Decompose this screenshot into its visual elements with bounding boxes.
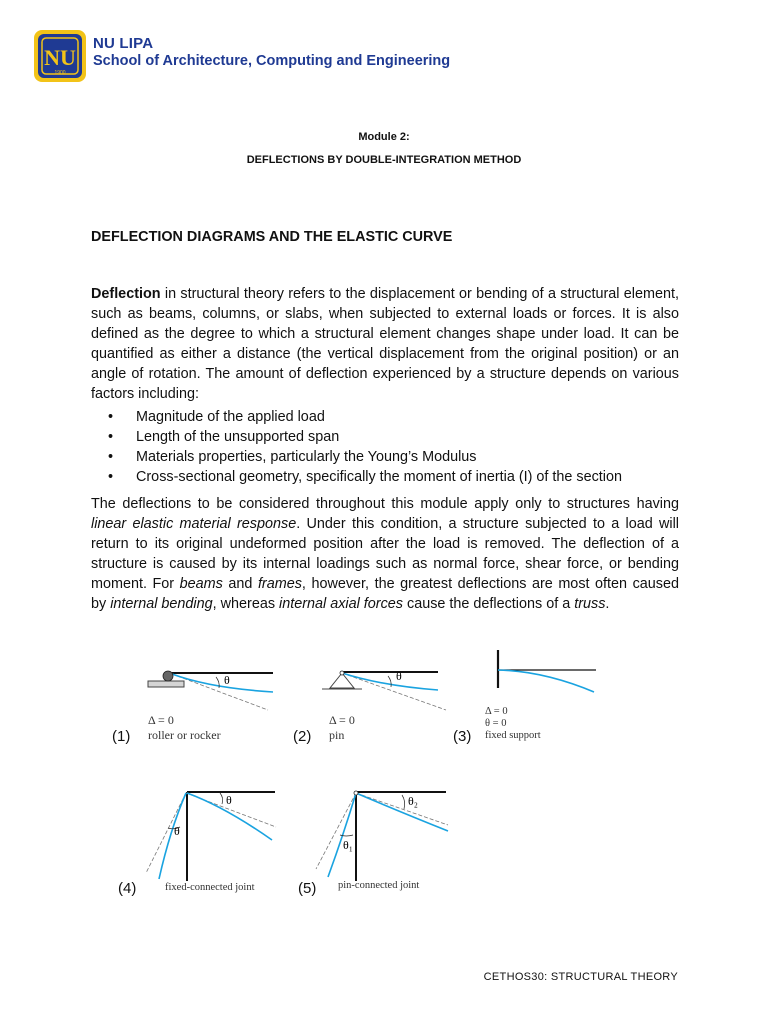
delta-zero-label: Δ = 0 bbox=[329, 713, 355, 727]
theta-label: θ bbox=[226, 793, 232, 807]
figure-fixed-connected-joint bbox=[140, 785, 280, 885]
school-name: School of Architecture, Computing and Engineering bbox=[93, 53, 451, 69]
theta-label: θ bbox=[224, 673, 230, 687]
emphasis-axial-forces: internal axial forces bbox=[279, 596, 403, 612]
figure-caption: pin bbox=[329, 728, 345, 742]
logo-letters: NU bbox=[44, 45, 76, 70]
institution-name: NU LIPA bbox=[93, 35, 154, 52]
deflection-factors-list bbox=[108, 407, 688, 487]
emphasis-linear-elastic: linear elastic material response bbox=[91, 516, 297, 532]
para2-text: . bbox=[605, 596, 610, 612]
para2-text: , whereas bbox=[212, 596, 280, 612]
school-logo bbox=[33, 29, 87, 83]
emphasis-beams: beams bbox=[179, 576, 223, 592]
list-item: • Magnitude of the applied load bbox=[108, 407, 688, 427]
section-heading: DEFLECTION DIAGRAMS AND THE ELASTIC CURVE bbox=[91, 229, 453, 245]
theta-zero-label: θ = 0 bbox=[485, 718, 507, 729]
footer-course-code: CETHOS30: STRUCTURAL THEORY bbox=[483, 971, 678, 983]
term-deflection: Deflection bbox=[91, 286, 161, 302]
figure-caption: fixed-connected joint bbox=[165, 882, 255, 893]
figure-pin-connected-joint bbox=[310, 785, 460, 885]
emphasis-internal-bending: internal bending bbox=[110, 596, 213, 612]
emphasis-frames: frames bbox=[257, 576, 302, 592]
figure-caption: pin-connected joint bbox=[338, 880, 420, 891]
delta-zero-label: Δ = 0 bbox=[148, 713, 174, 727]
figure-number: (3) bbox=[453, 728, 472, 745]
paragraph-linear-elastic bbox=[91, 494, 679, 614]
list-item: • Length of the unsupported span bbox=[108, 427, 688, 447]
list-item: • Materials properties, particularly the Young’s Modulus bbox=[108, 447, 688, 467]
emphasis-truss: truss bbox=[574, 596, 606, 612]
logo-year: 1900 bbox=[54, 70, 66, 76]
figure-fixed-support bbox=[484, 648, 604, 708]
module-title: DEFLECTIONS BY DOUBLE-INTEGRATION METHOD bbox=[246, 154, 522, 166]
theta-label: θ bbox=[174, 824, 180, 838]
theta-label: θ bbox=[396, 669, 402, 683]
para2-text: . Under this condition, a structure subjected to a load will return to its original undeformed position after the load is removed. The deflection of a structure is caused by its internal loadings such as normal force, shear force, or bending moment. For bbox=[91, 516, 679, 592]
module-label: Module 2: bbox=[358, 131, 410, 143]
para1-text: in structural theory refers to the displacement or bending of a structural element, such as beams, columns, or slabs, when subjected to external loads or forces. It is also defined as the degree to which a structural element changes shape under load. It can be quantified as either a distance (the vertical displacement from the original position) or an angle of rotation. The amount of deflection experienced by a structure depends on various factors including: bbox=[91, 286, 679, 402]
para2-text: The deflections to be considered throughout this module apply only to structures having bbox=[91, 496, 679, 512]
para2-text: and bbox=[222, 576, 258, 592]
figure-caption: roller or rocker bbox=[148, 728, 221, 742]
figure-number: (4) bbox=[118, 880, 137, 897]
figure-number: (2) bbox=[293, 728, 312, 745]
theta-1-label: θ₁ bbox=[343, 838, 353, 852]
list-item: • Cross-sectional geometry, specifically the moment of inertia (I) of the section bbox=[108, 467, 688, 487]
figure-caption: fixed support bbox=[485, 730, 541, 741]
figure-pin-support bbox=[318, 660, 458, 720]
delta-zero-label: Δ = 0 bbox=[485, 706, 508, 717]
figure-number: (5) bbox=[298, 880, 317, 897]
para2-text: , however, the greatest deflections are most often caused by bbox=[91, 576, 679, 612]
paragraph-deflection-definition bbox=[91, 284, 679, 404]
para2-text: cause the deflections of a bbox=[403, 596, 575, 612]
theta-2-label: θ₂ bbox=[408, 794, 418, 808]
figure-roller-support bbox=[140, 660, 280, 720]
figure-number: (1) bbox=[112, 728, 131, 745]
